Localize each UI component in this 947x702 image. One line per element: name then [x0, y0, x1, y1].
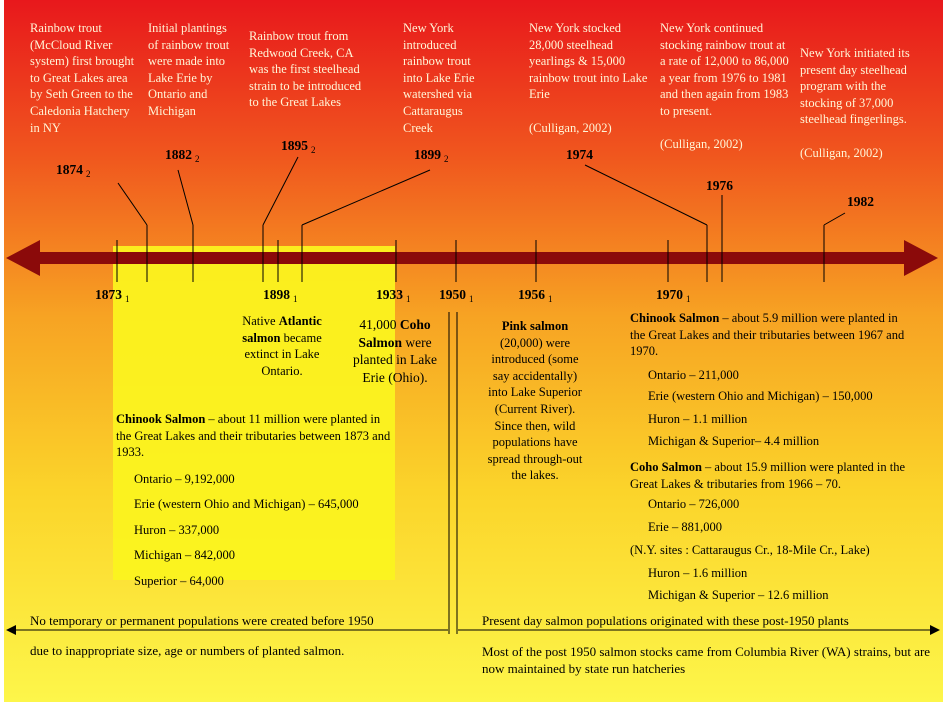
coho-late-row: Erie – 881,000	[648, 520, 722, 534]
year-label-1882: 1882 $_2$	[165, 147, 200, 164]
chinook-early-row: Erie (western Ohio and Michigan) – 645,000	[134, 497, 359, 511]
year-label-1933: 1933 $_1$	[376, 287, 411, 304]
footer-left-line-1: No temporary or permanent populations were created before 1950	[30, 613, 374, 628]
chinook-early-row: Michigan – 842,000	[134, 548, 236, 562]
coho-1933-note: 41,000 Coho Salmon were planted in Lake Erie (Ohio).	[353, 317, 437, 385]
chinook-late-summary: Chinook Salmon – about 5.9 million were planted in the Great Lakes and their tributaries between 1967 and 1970.	[630, 311, 905, 359]
event-text-1895: Rainbow trout from Redwood Creek, CA was the first steelhead strain to be introduced to the Great Lakes	[249, 29, 362, 110]
leader-1899	[302, 170, 430, 225]
leader-1874	[118, 183, 147, 225]
coho-late-row: (N.Y. sites : Cattaraugus Cr., 18-Mile Cr., Lake)	[630, 543, 870, 557]
footer-arrowhead-right	[930, 625, 940, 635]
leader-1882	[178, 170, 193, 225]
pink-salmon-note: Pink salmon (20,000) were introduced (some say accidentally) into Lake Superior (Current River). Since then, wild populations have spread through-out the lakes.	[487, 319, 583, 483]
chinook-early-summary: Chinook Salmon – about 11 million were planted in the Great Lakes and their tributaries between 1873 and 1933.	[116, 412, 391, 460]
year-label-1974: 1974	[566, 147, 593, 162]
chinook-late-row: Michigan & Superior– 4.4 million	[648, 434, 820, 448]
chinook-early-row: Ontario – 9,192,000	[134, 472, 235, 486]
chinook-early-row: Superior – 64,000	[134, 574, 224, 588]
year-label-1976: 1976	[706, 178, 733, 193]
year-label-1898: 1898 $_1$	[263, 287, 298, 304]
coho-late-row: Ontario – 726,000	[648, 497, 740, 511]
chinook-early-row: Huron – 337,000	[134, 523, 220, 537]
atlantic-salmon-note: Native Atlantic salmon became extinct in Lake Ontario.	[242, 314, 322, 378]
chinook-late-row: Ontario – 211,000	[648, 368, 739, 382]
event-text-1976: New York continued stocking rainbow trout at a rate of 12,000 to 86,000 a year from 1976 to 1981 and then again from 1983 to present. (Culligan, 2002)	[660, 21, 789, 152]
year-label-1899: 1899 $_2$	[414, 147, 449, 164]
event-text-1899: New York introduced rainbow trout into Lake Erie watershed via Cattaraugus Creek	[403, 21, 475, 135]
leader-1974	[585, 165, 707, 225]
chinook-late-row: Huron – 1.1 million	[648, 412, 748, 426]
year-label-1970: 1970 $_1$	[656, 287, 691, 304]
coho-late-row: Huron – 1.6 million	[648, 566, 748, 580]
year-label-1895: 1895 $_2$	[281, 138, 316, 155]
year-label-1982: 1982	[847, 194, 874, 209]
year-label-1874: 1874 $_2$	[56, 162, 91, 179]
event-text-1874: Rainbow trout (McCloud River system) first brought to Great Lakes area by Seth Green to the Caledonia Hatchery in NY	[30, 21, 135, 135]
year-label-1956: 1956 $_1$	[518, 287, 553, 304]
leader-1895	[263, 157, 298, 225]
chinook-late-row: Erie (western Ohio and Michigan) – 150,000	[648, 389, 873, 403]
footer-left-line-2: due to inappropriate size, age or numbers of planted salmon.	[30, 643, 345, 658]
coho-late-summary: Coho Salmon – about 15.9 million were planted in the Great Lakes & tributaries from 1966 – 70.	[630, 460, 905, 491]
year-label-1873: 1873 $_1$	[95, 287, 130, 304]
event-text-1974: New York stocked 28,000 steelhead yearlings & 15,000 rainbow trout into Lake Erie (Culligan, 2002)	[529, 21, 648, 135]
event-text-1882: Initial plantings of rainbow trout were made into Lake Erie by Ontario and Michigan	[148, 21, 230, 118]
event-text-1982: New York initiated its present day steelhead program with the stocking of 37,000 steelhead fingerlings. (Culligan, 2002)	[800, 46, 910, 160]
timeline-arrow	[6, 240, 938, 276]
footer-right-line-1: Present day salmon populations originated with these post-1950 plants	[482, 613, 849, 628]
footer-right-line-2: Most of the post 1950 salmon stocks came from Columbia River (WA) strains, but are now maintained by state run hatcheries	[482, 644, 931, 676]
year-label-1950: 1950 $_1$	[439, 287, 474, 304]
footer-arrowhead-left	[6, 625, 16, 635]
coho-late-row: Michigan & Superior – 12.6 million	[648, 588, 829, 602]
leader-1982	[824, 213, 845, 225]
